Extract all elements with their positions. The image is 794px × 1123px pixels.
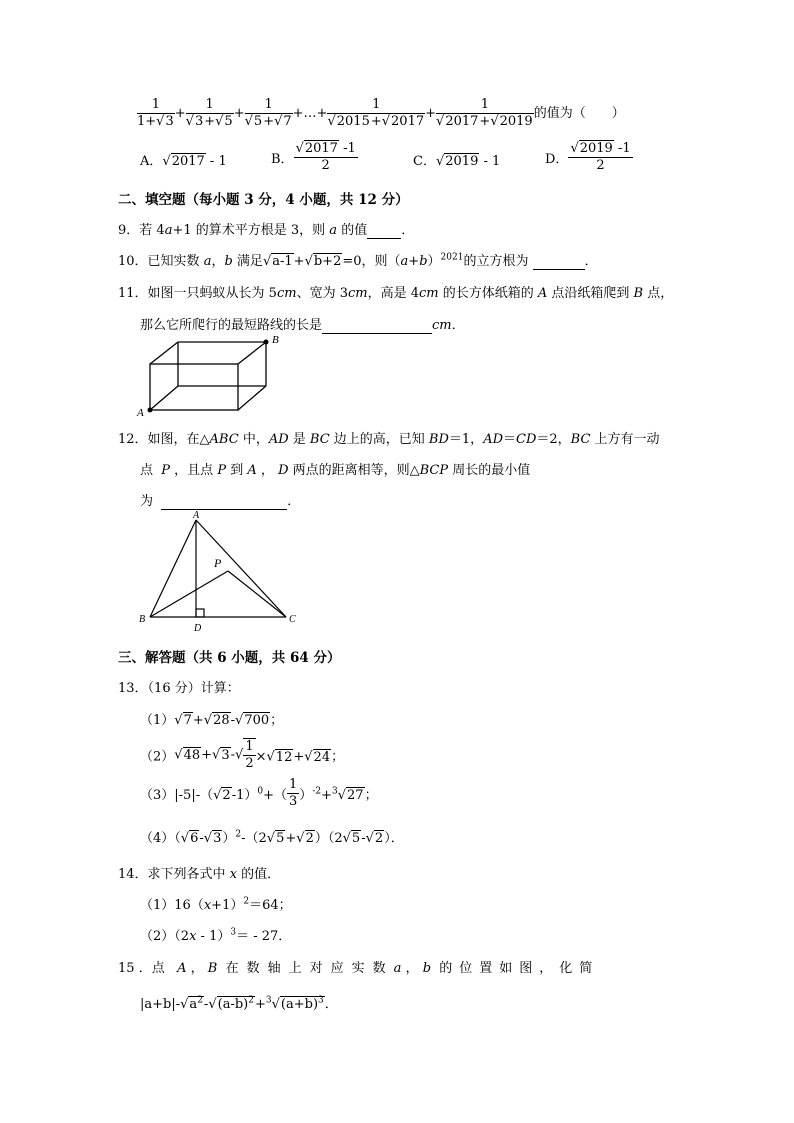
q8-frac-5: $\frac{1}{√2017+√2019}$ (436, 97, 533, 129)
q8-option-a[interactable]: A．√2017 - 1 (140, 154, 227, 169)
question-12-line-3: 为 ． (140, 494, 301, 509)
question-9: 9．若 4a+1 的算术平方根是 3，则 a 的值 ． (118, 223, 415, 238)
label-b: B (272, 334, 279, 346)
point-a-dot (148, 408, 153, 413)
tri-label-d: D (194, 623, 202, 634)
label-a: A (137, 407, 144, 418)
q8-expression: $\frac{1}{1+√3}$ + $\frac{1}{√3+√5}$ + $\frac{1}{√5+√7}$ +…+ $\frac{1}{√2015+√2017}$ + $\frac{1}{√2017+√2019}$ 的值为（ ） (137, 97, 625, 129)
q13-item-3: $(3)|-5|-(√2-1)^0+$（ $\frac{1}{3}$ ）$^{-2}$+$^3$√27； (140, 777, 378, 809)
point-b-dot (264, 340, 269, 345)
tri-label-p: P (214, 556, 222, 570)
q13-item-1: （1）√7+√28-√700； (140, 713, 284, 728)
section-2-title: 二、填空题（每小题 3 分，4 小题，共 12 分） (118, 192, 409, 208)
cuboid-figure (134, 334, 294, 418)
question-13-intro: 13．（16 分）计算： (118, 681, 240, 696)
question-15-line-2: $|a+b|-√a^2-√(a-b)^2+^3√(a+b)^3$． (140, 995, 338, 1012)
q13-item-4: $(4)(√6-√3)^2-(2√5+√2)(2√5-√2)$． (140, 829, 404, 846)
question-11-line-1: 11．如图一只蚂蚁从长为 5cm、宽为 3cm，高是 4cm 的长方体纸箱的 A 点沿纸箱爬到 B 点， (118, 286, 674, 301)
tri-label-b: B (139, 614, 146, 625)
answer-blank[interactable] (161, 494, 287, 510)
q8-option-c[interactable]: C．√2019 - 1 (413, 154, 501, 169)
answer-blank[interactable] (533, 254, 585, 270)
q8-tail: 的值为（ ） (533, 106, 625, 121)
q8-frac-1: $\frac{1}{1+√3}$ (137, 97, 174, 129)
q8-option-b[interactable]: B． $\frac{√2017 -1}{2}$ (271, 141, 356, 173)
q14-item-2: （2）（2x - 1）$^3$＝ - 27． (140, 927, 292, 944)
q14-item-1: $(1)16(x+1)^2=64$； (140, 896, 292, 913)
tri-label-c: C (289, 614, 296, 625)
answer-blank[interactable] (367, 223, 401, 239)
q8-frac-2: $\frac{1}{√3+√5}$ (185, 97, 233, 129)
answer-blank[interactable] (322, 318, 432, 334)
q13-item-2: （2）√48+√3-√ $\frac{1}{2}$ ×√12+√24； (140, 739, 345, 771)
question-11-line-2: 那么它所爬行的最短路线的长是 cm． (140, 318, 465, 333)
q8-option-d[interactable]: D． $\frac{√2019 -1}{2}$ (545, 141, 631, 173)
question-12-line-1: 12．如图，在△ABC 中，AD 是 BC 边上的高，已知 BD＝1，AD＝CD＝2，BC 上方有一动 (118, 432, 660, 447)
q8-frac-4: $\frac{1}{√2015+√2017}$ (327, 97, 425, 129)
section-3-title: 三、解答题（共 6 小题，共 64 分） (118, 650, 341, 666)
question-15-line-1: 15 ．点 A ， B 在数轴上对应实数a ， b 的位置如图，化简 (118, 961, 600, 976)
question-14: 14．求下列各式中 x 的值． (118, 867, 281, 882)
q8-frac-3: $\frac{1}{√5+√7}$ (244, 97, 292, 129)
question-10: 10．已知实数 a，b 满足√a-1+√b+2=0，则$(a+b)^{2021}$的立方根为 ． (118, 252, 598, 269)
tri-label-a: A (193, 510, 200, 521)
triangle-figure (134, 510, 304, 636)
question-12-line-2: 点 P ，且点 P 到 A ， D 两点的距离相等，则△BCP 周长的最小值 (140, 463, 531, 478)
